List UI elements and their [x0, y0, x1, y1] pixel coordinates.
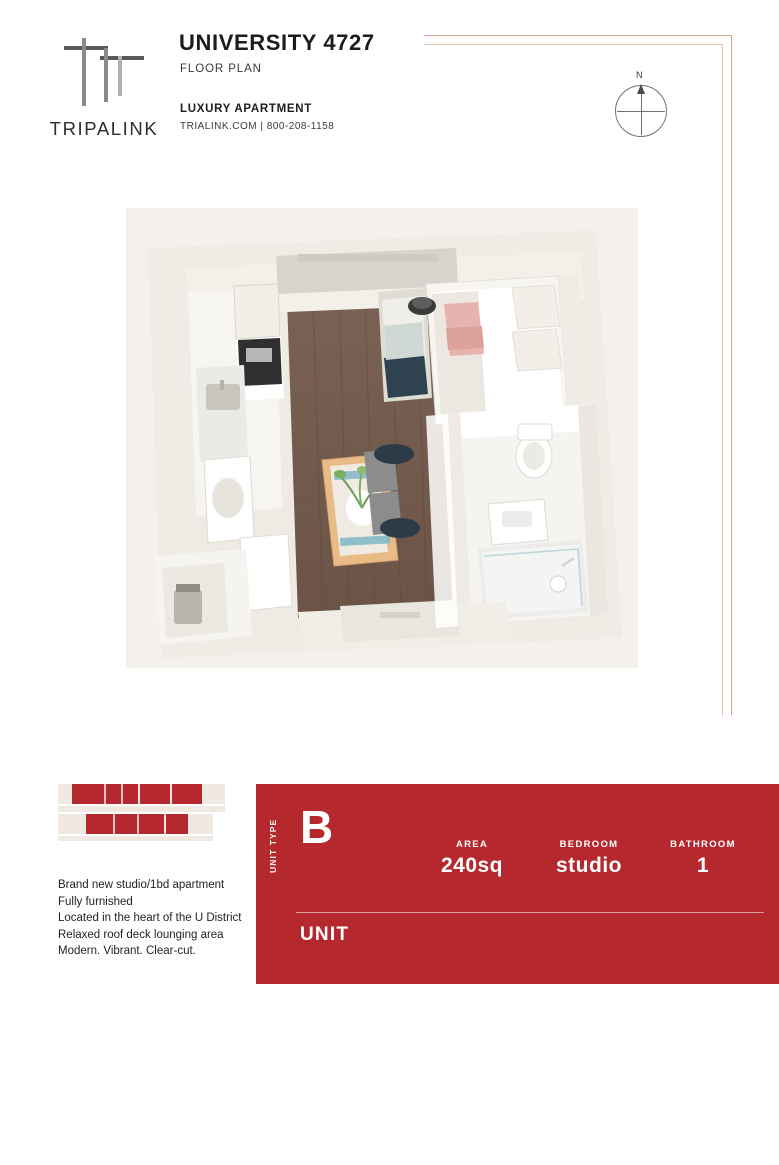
property-description — [58, 877, 258, 960]
bedroom-label: BEDROOM — [559, 839, 619, 850]
unit-row-1-col-1: 001 | 002 | 003 | 004 — [404, 988, 532, 1002]
area-stat — [402, 839, 542, 878]
unit-list-row — [372, 1065, 620, 1125]
description-line-3: Located in the heart of the U District — [58, 912, 242, 924]
compass-icon — [615, 85, 667, 137]
decorative-line-top — [424, 35, 732, 36]
floor-plan-image — [126, 208, 638, 668]
area-value: 240sq — [440, 854, 504, 877]
bathroom-stat — [638, 839, 768, 878]
description-line-1: Brand new studio/1bd apartment — [58, 879, 225, 891]
page-title: UNIVERSITY 4727 — [179, 30, 375, 55]
unit-row-2-col-1: 6-7F 01 | 03-08 — [404, 1088, 512, 1102]
area-label: AREA — [455, 839, 489, 850]
bathroom-value: 1 — [696, 854, 710, 877]
decorative-line-right-inner — [722, 44, 723, 716]
unit-list — [372, 925, 620, 1165]
description-line-2: Fully furnished — [58, 895, 133, 908]
unit-list-label: UNIT — [300, 924, 350, 945]
decorative-line-right — [731, 35, 732, 715]
unit-row-2-col-3: 03-08 — [584, 1088, 620, 1102]
bathroom-label: BATHROOM — [670, 839, 736, 850]
contact-info: TRIALINK.COM | 800-208-1158 — [180, 121, 335, 132]
unit-summary-panel — [256, 784, 779, 1102]
unit-row-1-col-2: 1F — [532, 988, 549, 1002]
unit-row-1-col-3: 02-08 — [584, 988, 620, 1002]
building-key-plan — [58, 784, 225, 854]
brand-logo — [38, 30, 168, 140]
unit-type-label: UNIT TYPE — [268, 818, 278, 874]
floor-plan-render — [126, 208, 638, 668]
tripalink-logo-icon — [60, 34, 146, 110]
brand-logo-text: TRIPALINK — [49, 118, 159, 139]
decorative-line-top-inner — [424, 44, 723, 45]
unit-row-2-col-2: 2-5F — [532, 1088, 561, 1102]
description-line-5: Modern. Vibrant. Clear-cut. — [58, 945, 196, 957]
panel-divider — [296, 912, 764, 913]
bedroom-stat — [524, 839, 654, 878]
unit-type-value: B — [300, 801, 335, 853]
bedroom-value: studio — [556, 854, 622, 877]
description-line-4: Relaxed roof deck lounging area — [58, 928, 224, 941]
tagline: LUXURY APARTMENT — [180, 103, 312, 115]
page-subtitle: FLOOR PLAN — [180, 63, 262, 75]
unit-list-row — [372, 965, 620, 1025]
compass-north-label: N — [636, 70, 643, 80]
